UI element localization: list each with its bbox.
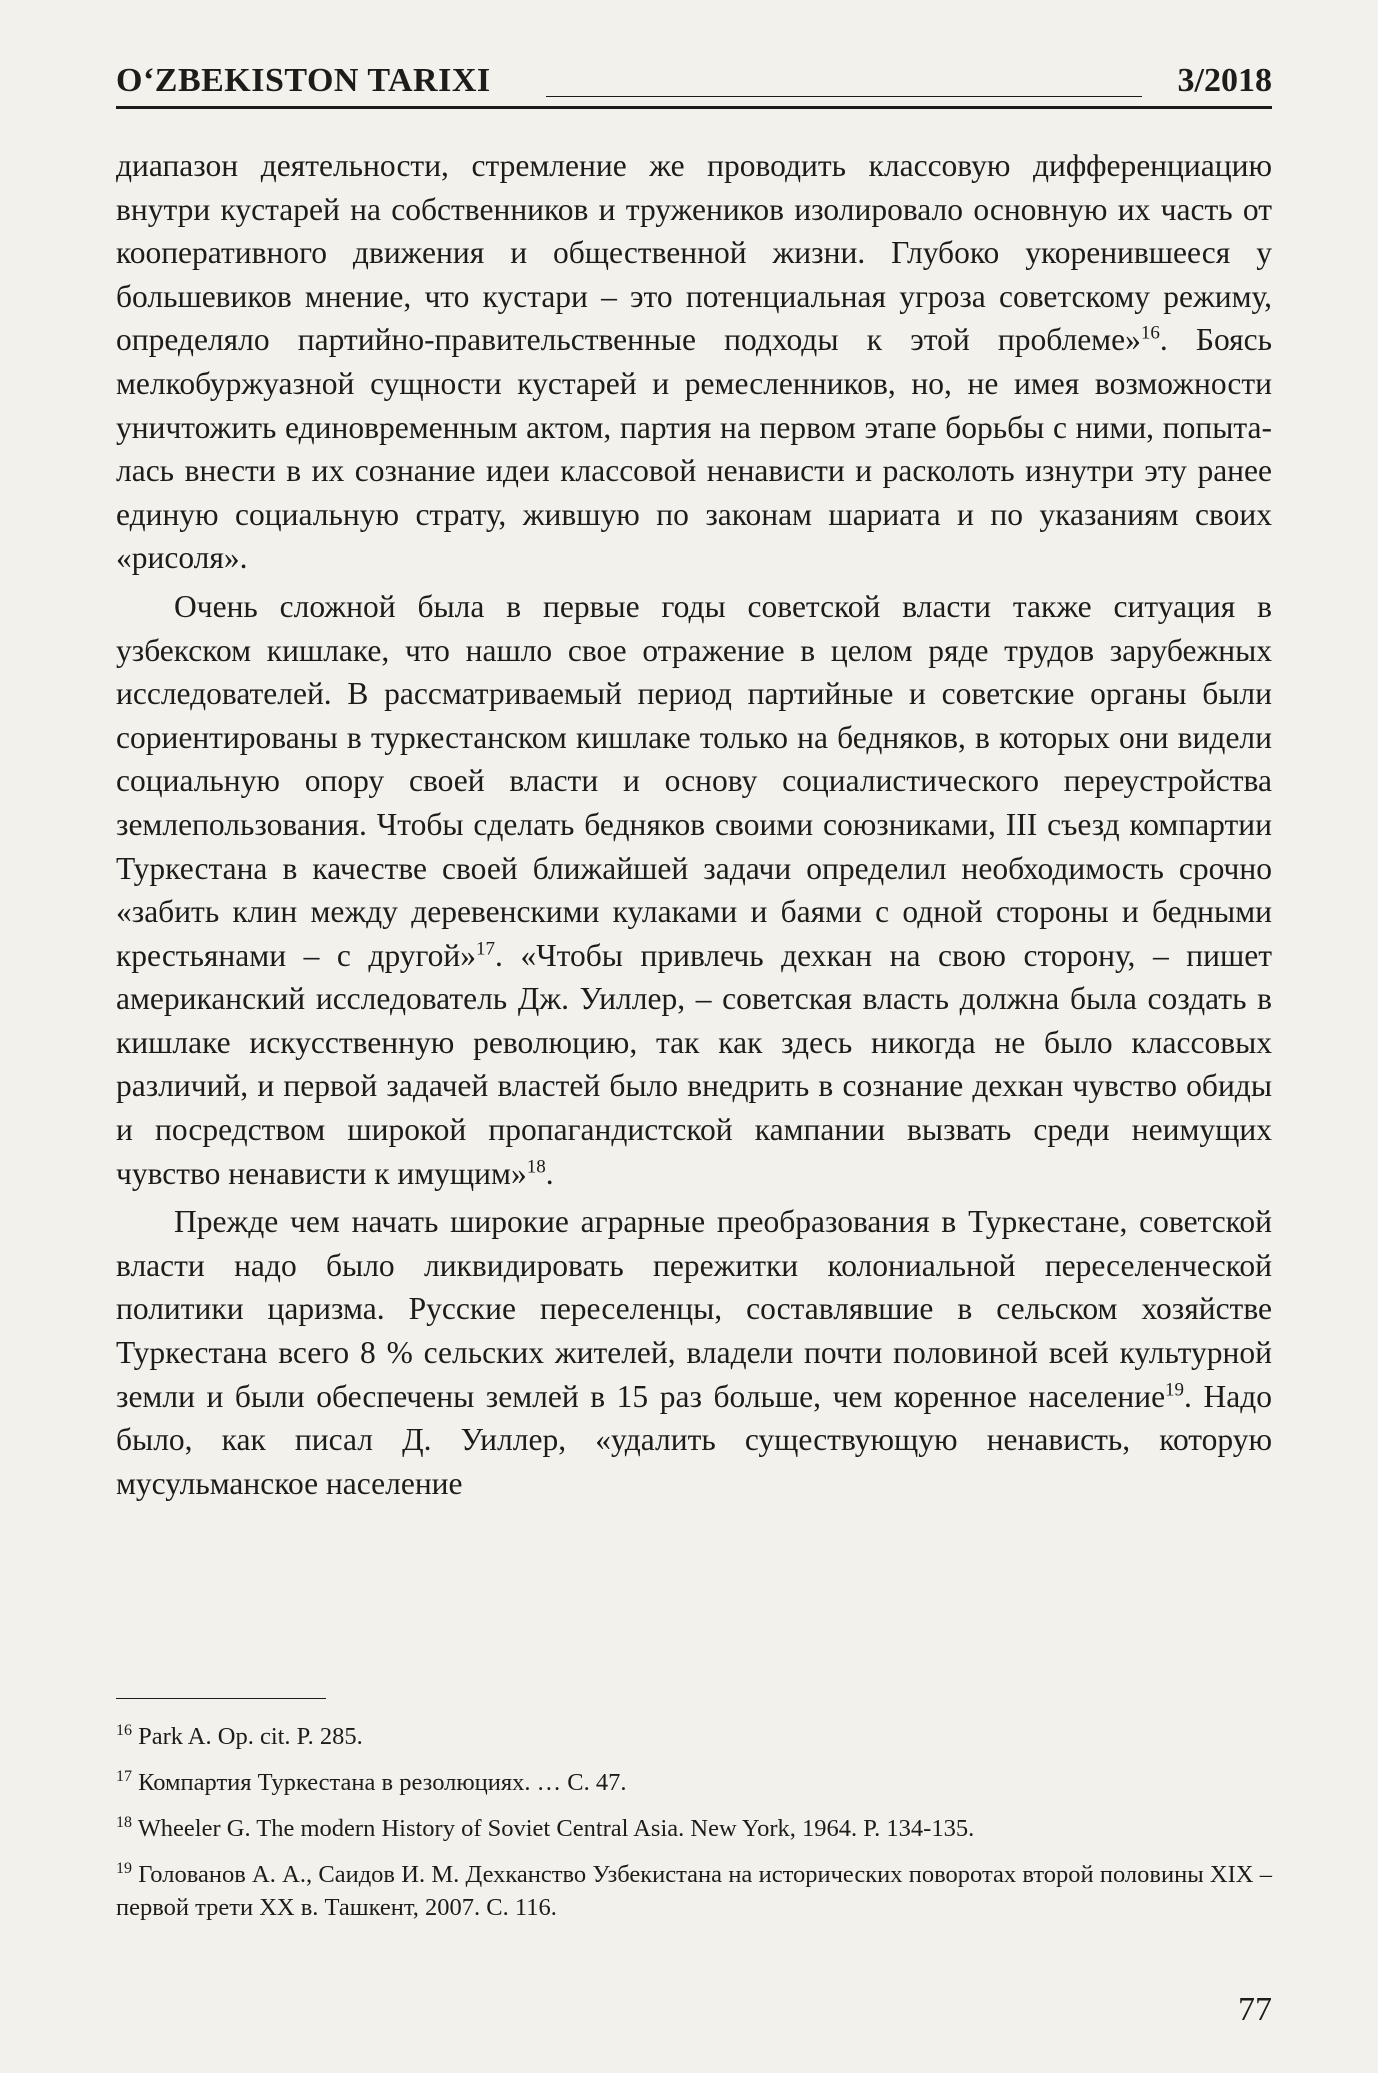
footnote-ref-16: 16	[1140, 322, 1160, 344]
issue-number: 3/2018	[1177, 62, 1272, 99]
article-body	[116, 144, 1272, 1505]
footnote-separator	[116, 1698, 326, 1699]
page-number: 77	[1238, 1991, 1272, 2028]
header-rule	[546, 96, 1142, 97]
running-header	[116, 62, 1272, 109]
paragraph-1: диапазон деятельности, стремление же проводить классовую дифференциацию внутри кустарей на собственников и тружеников изолировало основную их часть от кооперативного движения и общественной жизни. Глубоко укоренившееся у большевиков мнение, что кустари – это потенциальная угроза советскому режиму, определяло партийно-правительственные подходы к этой проблеме»$^{16}$. Боясь мелкобуржуазной сущности кустарей и ремесленников, но, не имея возможности уничтожить единовременным актом, партия на первом этапе борьбы с ними, попыталась внести в их сознание идеи классовой ненависти и расколоть изнутри эту ранее единую социальную страту, жившую по законам шариата и по указаниям своих «рисоля».	[116, 148, 1272, 576]
footnote-ref-18: 18	[526, 1156, 546, 1178]
paragraph-3: Прежде чем начать широкие аграрные преобразования в Туркестане, советской власти надо было ликвидировать пережитки колониальной переселенческой политики царизма. Русские переселенцы, составлявшие в сельском хозяйстве Туркестана всего 8 % сельских жителей, владели почти половиной всей культурной земли и были обеспечены землей в 15 раз больше, чем коренное население$^{19}$. Надо было, как писал Д. Уиллер, «удалить существующую ненависть, которую мусульманское население	[116, 1204, 1272, 1501]
footnote-19: $^{19}$ Голованов А. А., Саидов И. М. Дехканство Узбекистана на исторических поворотах второй половины XIX – первой трети XX в. Ташкент, 2007. С. 116.	[116, 1859, 1273, 1921]
footnote-16: $^{16}$ Park A. Op. cit. P. 285.	[116, 1721, 363, 1750]
footnote-17: $^{17}$ Компартия Туркестана в резолюциях. … С. 47.	[116, 1767, 627, 1796]
footnote-18: $^{18}$ Wheeler G. The modern History of Soviet Central Asia. New York, 1964. P. 134-135.	[116, 1813, 975, 1842]
journal-title: O‘ZBEKISTON TARIXI	[116, 62, 491, 99]
paragraph-2: Очень сложной была в первые годы советской власти также ситуация в узбекском кишлаке, что нашло свое отражение в целом ряде трудов зарубежных исследователей. В рассматриваемый период партийные и советские органы были сориентированы в туркестанском кишлаке только на бедняков, в которых они видели социальную опору своей власти и основу социалистического переустройства землепользования. Чтобы сделать бедняков своими союзниками, III съезд компартии Туркестана в качестве своей ближайшей задачи определил необходимость срочно «забить клин между деревенскими кулаками и баями с одной стороны и бедными крестьянами – с другой»$^{17}$. «Чтобы привлечь дехкан на свою сторону, – пишет американский исследователь Дж. Уиллер, – советская власть должна была создать в кишлаке искусственную революцию, так как здесь никогда не было классовых различий, и первой задачей властей было внедрить в сознание дехкан чувство обиды и посредством широкой пропагандистской кампании вызвать среди неимущих чувство ненависти к имущим»$^{18}$.	[116, 588, 1272, 1191]
footnote-ref-17: 17	[476, 938, 496, 960]
footnotes	[116, 1720, 1272, 1937]
footnote-ref-19: 19	[1165, 1379, 1185, 1401]
